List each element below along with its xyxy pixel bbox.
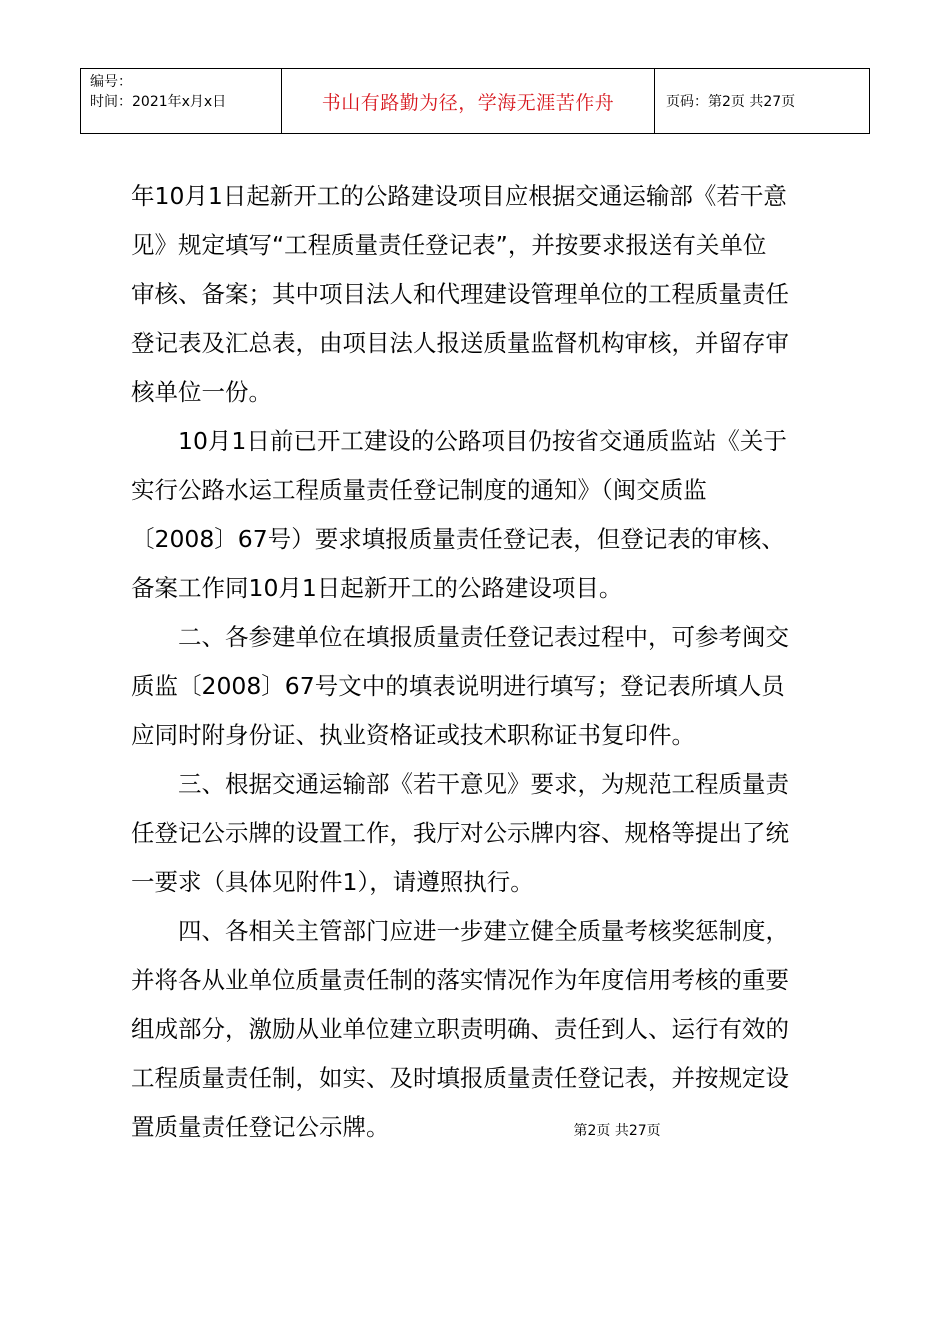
body-line: 任登记公示牌的设置工作，我厅对公示牌内容、规格等提出了统 xyxy=(131,819,789,847)
body-line: 四、各相关主管部门应进一步建立健全质量考核奖惩制度， xyxy=(178,917,789,945)
header-info-cell xyxy=(81,69,282,133)
body-line: 并将各从业单位质量责任制的落实情况作为年度信用考核的重要 xyxy=(131,966,789,994)
body-line: 二、各参建单位在填报质量责任登记表过程中，可参考闽交 xyxy=(178,623,789,651)
body-line: 10月1日前已开工建设的公路项目仍按省交通质监站《关于 xyxy=(178,427,787,455)
body-line: 核单位一份。 xyxy=(131,378,272,406)
header-page-cell xyxy=(655,69,869,133)
body-line: 登记表及汇总表，由项目法人报送质量监督机构审核，并留存审 xyxy=(131,329,789,357)
body-line: 审核、备案；其中项目法人和代理建设管理单位的工程质量责任 xyxy=(131,280,789,308)
body-line: 年10月1日起新开工的公路建设项目应根据交通运输部《若干意 xyxy=(131,182,787,210)
body-last-line-row xyxy=(131,1103,851,1152)
document-date-label: 时间：2021年x月x日 xyxy=(90,94,227,110)
body-line: 备案工作同10月1日起新开工的公路建设项目。 xyxy=(131,574,623,602)
body-line: 组成部分，激励从业单位建立职责明确、责任到人、运行有效的 xyxy=(131,1015,789,1043)
body-line: 实行公路水运工程质量责任登记制度的通知》（闽交质监 xyxy=(131,476,707,504)
body-line: 三、根据交通运输部《若干意见》要求，为规范工程质量责 xyxy=(178,770,789,798)
header-table xyxy=(80,68,870,134)
body-line: 一要求（具体见附件1），请遵照执行。 xyxy=(131,868,534,896)
body-line: 质监〔2008〕67号文中的填表说明进行填写；登记表所填人员 xyxy=(131,672,785,700)
footer-page-number: 第2页 共27页 xyxy=(573,1123,661,1139)
body-line: 见》规定填写“工程质量责任登记表”，并按要求报送有关单位 xyxy=(131,231,767,259)
document-number-label: 编号： xyxy=(90,74,132,90)
document-body xyxy=(131,172,851,1152)
body-line: 置质量责任登记公示牌。 xyxy=(131,1113,390,1141)
body-line: 应同时附身份证、执业资格证或技术职称证书复印件。 xyxy=(131,721,695,749)
header-motto-cell xyxy=(282,69,655,133)
body-line: 〔2008〕67号）要求填报质量责任登记表，但登记表的审核、 xyxy=(131,525,785,553)
header-page-number: 页码：第2页 共27页 xyxy=(666,94,796,110)
body-line: 工程质量责任制，如实、及时填报质量责任登记表，并按规定设 xyxy=(131,1064,789,1092)
motto-text: 书山有路勤为径，学海无涯苦作舟 xyxy=(321,91,615,114)
